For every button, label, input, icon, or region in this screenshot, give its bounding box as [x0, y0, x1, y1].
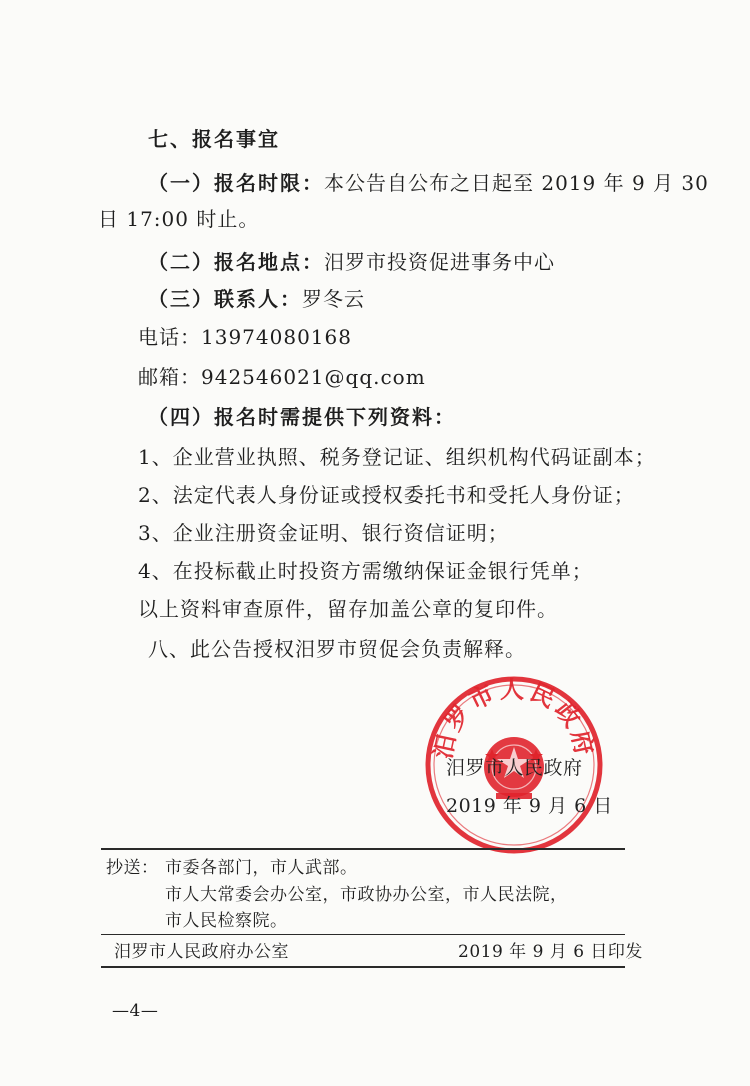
- section-eight: 八、此公告授权汨罗市贸促会负责解释。: [148, 637, 526, 661]
- signing-date: 2019 年 9 月 6 日: [446, 795, 613, 817]
- footer-bottom-rule: [101, 966, 625, 968]
- contact-text: 罗冬云: [302, 287, 365, 311]
- material-item: 3、企业注册资金证明、银行资信证明；: [138, 521, 509, 545]
- material-item: 4、在投标截止时投资方需缴纳保证金银行凭单；: [138, 559, 593, 583]
- location-label: （二）报名地点：: [148, 250, 324, 274]
- cc-line: 市人民检察院。: [165, 911, 288, 931]
- phone-line: 电话：13974080168: [138, 325, 352, 349]
- cc-line: 市委各部门，市人武部。: [165, 858, 358, 878]
- paragraph-deadline: [148, 170, 709, 196]
- deadline-continuation: 日 17:00 时止。: [98, 207, 260, 231]
- section-heading: 七、报名事宜: [148, 127, 280, 151]
- materials-note: 以上资料审查原件，留存加盖公章的复印件。: [138, 597, 558, 621]
- issuer-office: 汨罗市人民政府办公室: [114, 942, 289, 962]
- page-number: —4—: [112, 1001, 159, 1021]
- paragraph-location: [148, 249, 555, 275]
- cc-label: 抄送：: [106, 858, 159, 878]
- issue-date: 2019 年 9 月 6 日印发: [458, 942, 643, 962]
- svg-text:汨罗市人民政府: 汨罗市人民政府: [427, 675, 601, 762]
- deadline-text: 本公告自公布之日起至 2019 年 9 月 30: [324, 171, 709, 195]
- cc-line: 市人大常委会办公室，市政协办公室，市人民法院，: [165, 885, 568, 905]
- footer-top-rule: [101, 848, 625, 850]
- contact-label: （三）联系人：: [148, 287, 302, 311]
- email-line: 邮箱：942546021@qq.com: [138, 365, 426, 389]
- paragraph-contact: [148, 286, 365, 312]
- deadline-label: （一）报名时限：: [148, 171, 324, 195]
- material-item: 2、法定代表人身份证或授权委托书和受托人身份证；: [138, 483, 635, 507]
- footer-mid-rule: [101, 934, 625, 935]
- signing-organization: 汨罗市人民政府: [446, 757, 583, 779]
- materials-heading: （四）报名时需提供下列资料：: [148, 405, 456, 429]
- location-text: 汨罗市投资促进事务中心: [324, 250, 555, 274]
- material-item: 1、企业营业执照、税务登记证、组织机构代码证副本；: [138, 445, 656, 469]
